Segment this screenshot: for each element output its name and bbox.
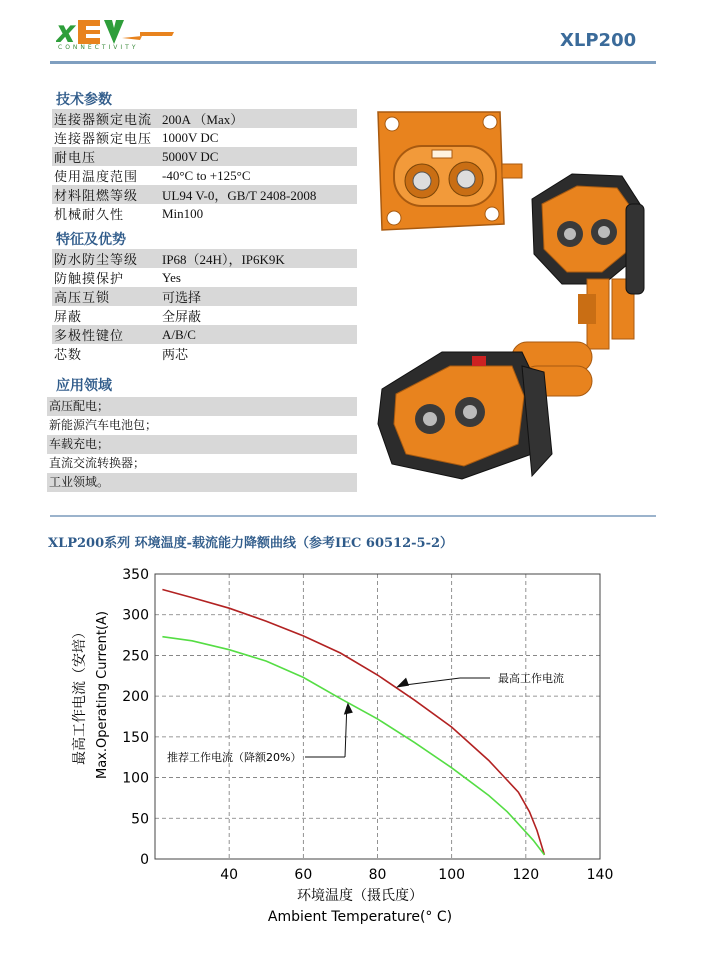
spec-key: 连接器额定电压 [54, 132, 153, 147]
list-item: 直流交流转换器； [49, 456, 146, 470]
max-current-annotation: 最高工作电流 [498, 672, 564, 685]
feature-key: 芯数 [54, 348, 83, 363]
spec-value: UL94 V-0，GB/T 2408-2008 [160, 185, 357, 204]
list-item: 新能源汽车电池包； [49, 418, 158, 432]
y-axis-label-en: Max.Operating Current(A) [95, 611, 110, 779]
tech-table [52, 109, 357, 223]
y-axis-label: 最高工作电流（安培） [72, 625, 88, 765]
x-tick-label: 80 [368, 867, 387, 883]
feature-value: IP68（24H），IP6K9K [160, 249, 357, 268]
y-tick-label: 250 [122, 648, 149, 665]
tech-section-title: 技术参数 [56, 92, 112, 108]
list-item: 车载充电； [47, 435, 357, 454]
chart-rule [50, 515, 656, 517]
flange-connector-image [378, 112, 522, 230]
table-row [52, 325, 357, 344]
spec-value: 1000V DC [162, 129, 219, 145]
chart-title: XLP200系列 环境温度-载流能力降额曲线（参考IEC 60512-5-2） [48, 536, 454, 551]
table-row [52, 109, 357, 128]
spec-value: 200A （Max） [160, 109, 357, 128]
list-item: 高压配电； [47, 397, 357, 416]
table-row [52, 166, 357, 185]
feature-key: 防触摸保护 [54, 272, 125, 287]
y-tick-label: 350 [122, 567, 149, 583]
table-row [52, 249, 357, 268]
x-tick-label: 140 [586, 867, 614, 883]
derating-chart [60, 560, 660, 950]
y-tick-label: 100 [122, 770, 149, 787]
table-row [52, 287, 357, 306]
y-tick-label: 150 [122, 729, 149, 746]
x-tick-label: 120 [512, 867, 540, 883]
table-row [52, 147, 357, 166]
table-row [52, 268, 357, 287]
feature-value: 全屏蔽 [162, 309, 202, 324]
spec-key: 材料阻燃等级 [52, 185, 160, 204]
connector-images [372, 104, 662, 494]
right-angle-connector-image [532, 174, 644, 349]
table-row [52, 185, 357, 204]
x-tick-label: 40 [220, 867, 239, 883]
recommended-current-annotation: 推荐工作电流（降额20%） [167, 751, 302, 764]
spec-value: Min100 [162, 205, 204, 221]
header-rule [50, 61, 656, 64]
recommended-current-curve [162, 637, 544, 855]
y-tick-label: 200 [122, 689, 149, 706]
spec-key: 机械耐久性 [54, 208, 125, 223]
applications-section-title: 应用领域 [56, 378, 112, 394]
table-row [52, 204, 357, 223]
feature-value: 可选择 [160, 287, 357, 306]
table-row [52, 344, 357, 363]
y-tick-label: 300 [122, 607, 149, 624]
table-row [52, 128, 357, 147]
company-logo [56, 14, 186, 58]
list-item: 工业领域。 [47, 473, 357, 492]
spec-value: 5000V DC [160, 147, 357, 166]
model-number: XLP200 [560, 30, 637, 51]
spec-key: 使用温度范围 [54, 170, 139, 185]
spec-key: 连接器额定电流 [52, 109, 160, 128]
spec-value: -40°C to +125°C [162, 167, 251, 183]
feature-value: Yes [162, 269, 181, 285]
feature-key: 多极性键位 [52, 325, 160, 344]
x-tick-label: 60 [294, 867, 313, 883]
y-tick-label: 0 [140, 852, 149, 868]
feature-key: 屏蔽 [54, 310, 83, 325]
inline-connector-image [378, 342, 592, 479]
feature-key: 防水防尘等级 [52, 249, 160, 268]
x-tick-label: 100 [438, 867, 466, 883]
features-table [52, 249, 357, 363]
spec-key: 耐电压 [52, 147, 160, 166]
x-axis-label-en: Ambient Temperature(° C) [267, 909, 453, 925]
x-axis-label: 环境温度（摄氏度） [297, 888, 423, 904]
features-section-title: 特征及优势 [56, 232, 126, 248]
y-tick-label: 50 [131, 811, 149, 828]
feature-key: 高压互锁 [52, 287, 160, 306]
logo-subtitle: CONNECTIVITY [58, 44, 139, 51]
feature-value: A/B/C [160, 325, 357, 344]
applications-list [47, 397, 357, 492]
svg-text:x: x [56, 15, 76, 50]
max-current-curve [162, 590, 544, 855]
table-row [52, 306, 357, 325]
feature-value: 两芯 [162, 347, 189, 362]
